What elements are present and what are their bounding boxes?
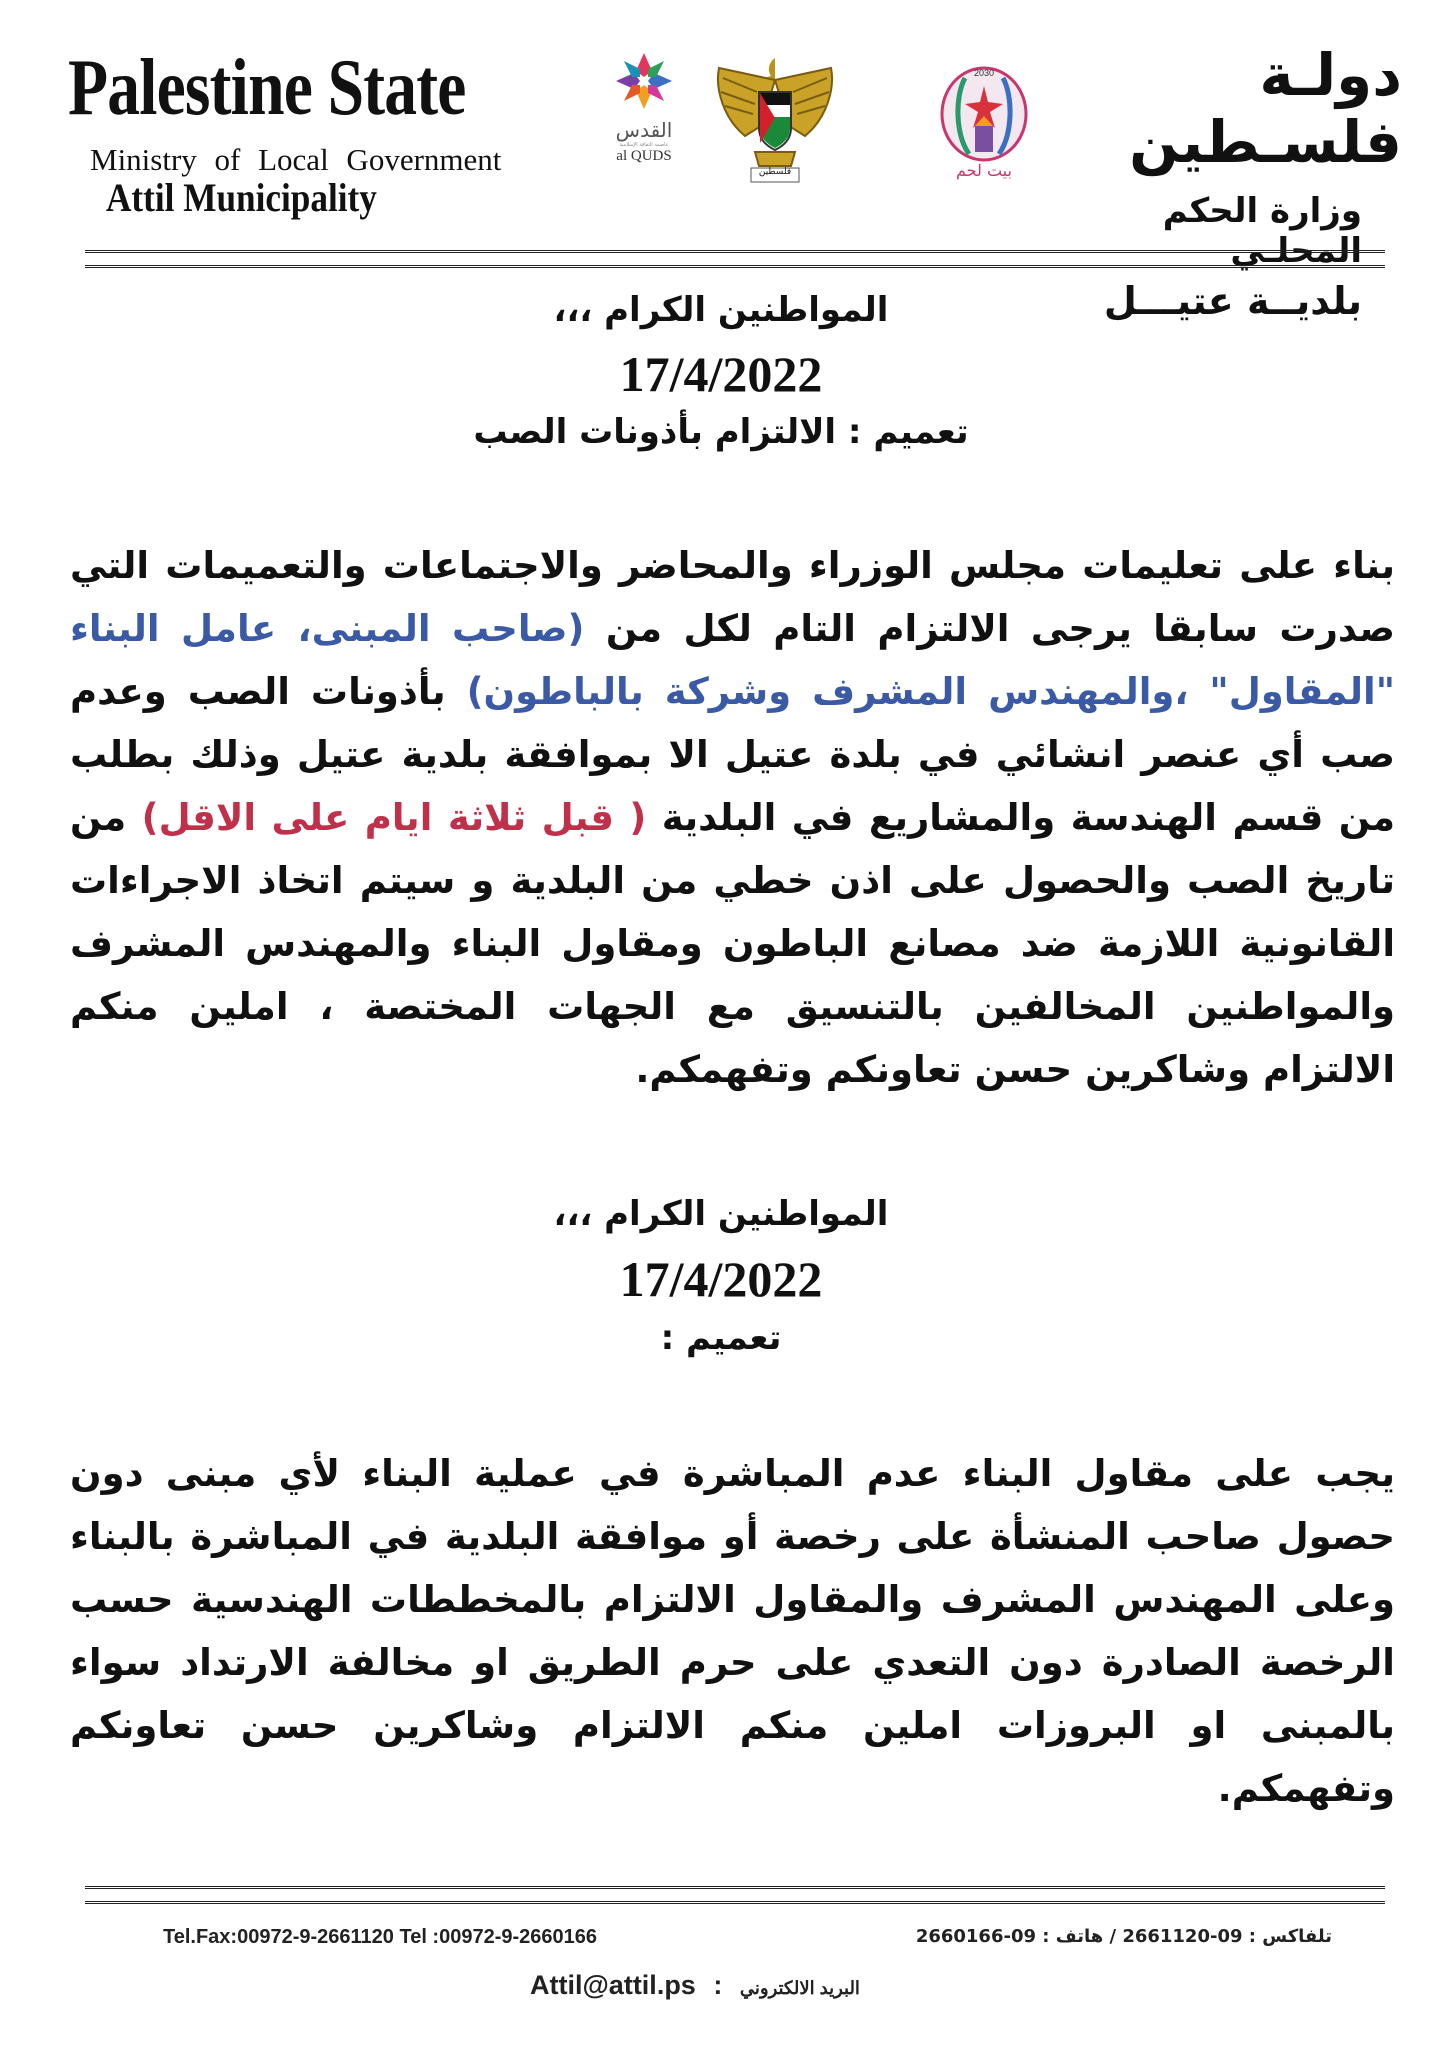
notice1-subject: تعميم : الالتزام بأذونات الصب <box>473 412 969 452</box>
quds-flower-icon <box>604 50 684 112</box>
footer-phone-arabic: تلفاكس : 09-2661120 / هاتف : 09-2660166 <box>915 1926 1332 1947</box>
header-en-ministry: Ministry of Local Government <box>90 142 502 177</box>
header-ar-municipality: بلديــة عتيـــل <box>1103 279 1362 324</box>
logo-2030-year: 2030 <box>973 68 995 78</box>
header-en-municipality: Attil Municipality <box>106 175 377 220</box>
notice2-date: 17/4/2022 <box>619 1251 823 1307</box>
eagle-emblem-caption: فلسطين <box>758 167 792 177</box>
notice1-date: 17/4/2022 <box>619 346 823 402</box>
letterhead-arabic <box>1022 42 1402 323</box>
quds-logo-arabic: القدس <box>615 118 673 142</box>
header-en-title: Palestine State <box>68 44 466 132</box>
notice1-body <box>70 534 1395 1101</box>
notice2-body: يجب على مقاول البناء عدم المباشرة في عملية البناء لأي مبنى دون حصول صاحب المنشأة على رخصة أو موافقة البلدية في المباشرة بالبناء وعلى المهندس المشرف والمقاول الالتزام بالمخططات الهندسية حسب الرخصة الصادرة دون التعدي على حرم الطريق او مخالفة الارتداد سواء بالمبنى او البروزات املين منكم الالتزام وشاكرين حسن تعاونكم وتفهمكم. <box>70 1452 1395 1810</box>
quds-logo-caption: عاصمة الثقافة الإسلامية <box>619 142 669 148</box>
header-divider <box>85 250 1385 268</box>
footer-email-colon: : <box>713 1970 723 2000</box>
footer-phone-english: Tel.Fax:00972-9-2661120 Tel :00972-9-2660166 <box>163 1926 598 1948</box>
notice1-salutation: المواطنين الكرام ،،، <box>553 290 889 330</box>
notice2-subject: تعميم : <box>660 1318 782 1358</box>
footer-email[interactable]: Attil@attil.ps <box>530 1970 696 2000</box>
quds-logo-english: al QUDS <box>616 148 672 164</box>
notice1-body-part3: من تاريخ الصب والحصول على اذن خطي من البلدية و سيتم اتخاذ الاجراءات القانونية اللازمة ضد مصانع الباطون ومقاول البناء والمهندس المشرف والمواطنين المخالفين بالتنسيق مع الجهات المختصة ، املين منكم الالتزام وشاكرين حسن تعاونكم وتفهمكم. <box>70 796 1395 1091</box>
notice1-body-part2: بأذونات الصب وعدم صب أي عنصر انشائي في بلدة عتيل الا بموافقة بلدية عتيل وذلك بطلب من قسم الهندسة والمشاريع في البلدية <box>70 670 1395 839</box>
header-ar-state: دولـة فلسـطين <box>1129 41 1402 176</box>
palestine-eagle-emblem <box>705 48 845 188</box>
notice1-body-highlight-parties: (صاحب المبنى، عامل البناء "المقاول" ،والمهندس المشرف وشركة بالباطون) <box>70 607 1395 713</box>
footer-email-label: البريد الالكتروني <box>739 1978 860 1998</box>
notice2-salutation: المواطنين الكرام ،،، <box>553 1194 889 1234</box>
header-ar-ministry: وزارة الحكم المحلـي <box>1162 191 1362 272</box>
footer-email-row <box>530 1970 860 2001</box>
footer-divider <box>85 1886 1385 1904</box>
notice1-body-part1: بناء على تعليمات مجلس الوزراء والمحاضر والاجتماعات والتعميمات التي صدرت سابقا يرجى الالتزام التام لكل من <box>70 544 1395 650</box>
letterhead-english <box>68 44 588 221</box>
notice1-body-highlight-deadline: ( قبل ثلاثة ايام على الاقل) <box>141 796 647 839</box>
logo-2030-caption: بيت لحم <box>956 161 1012 180</box>
al-quds-logo <box>588 50 700 200</box>
